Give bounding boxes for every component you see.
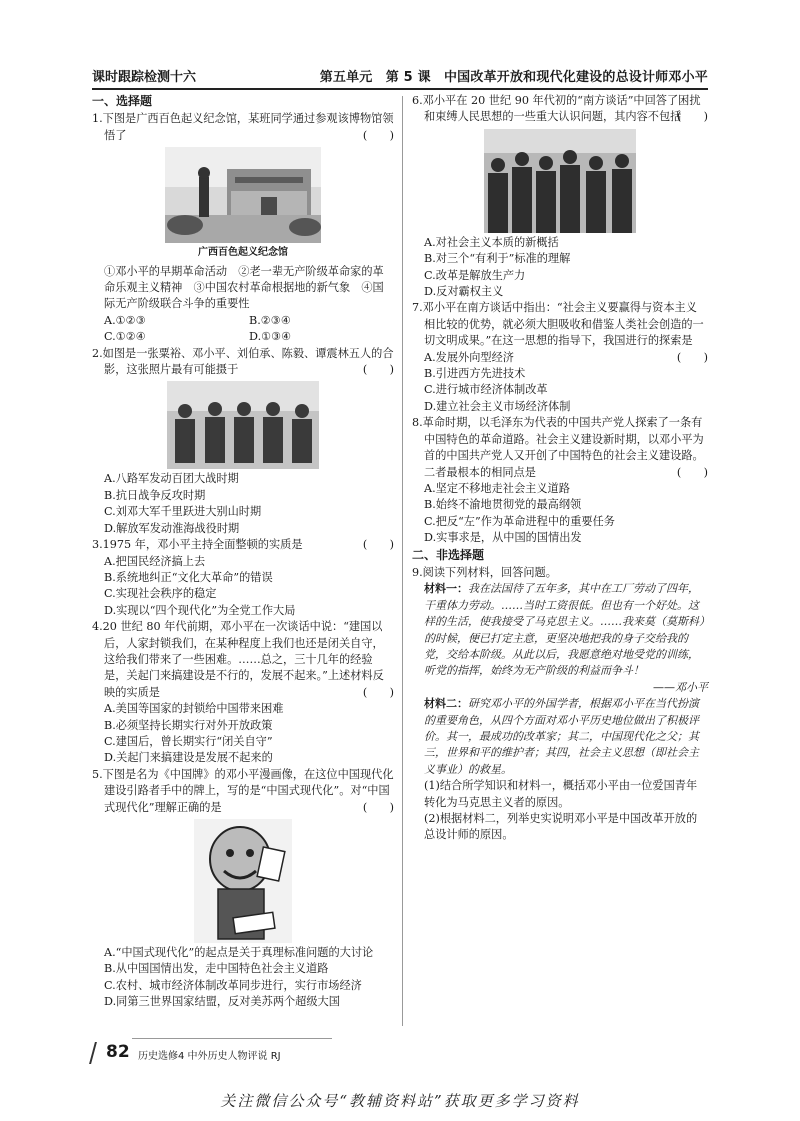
option-d[interactable]: D.建立社会主义市场经济体制 (424, 399, 571, 413)
option-d[interactable]: D.实现以“四个现代化”为全党工作大局 (104, 603, 296, 617)
material-two-text: 研究邓小平的外国学者，根据邓小平在当代扮演的重要角色，从四个方面对邓小平历史地位做出了积极评价。其一，最成功的改革家；其二，中国现代化之父；其三，世界和平的维护者；其四，社会主义思想（即社会主义事业）的救星。 (424, 697, 699, 776)
option-c[interactable]: C.实现社会秩序的稳定 (104, 587, 217, 601)
question-stem: 8.革命时期，以毛泽东为代表的中国共产党人探索了一条有中国特色的革命道路。社会主义建设新时期，以邓小平为首的中国共产党人又开创了中国特色的社会主义建设路。二者最根本的相同点是 (412, 416, 704, 479)
question-7 (412, 300, 708, 415)
question-2 (92, 346, 394, 537)
question-1 (92, 111, 394, 345)
material-one (412, 581, 708, 679)
right-column (412, 93, 708, 844)
answer-blank: ( ) (362, 538, 394, 552)
option-c[interactable]: C.把反“左”作为革命进程中的重要任务 (424, 514, 615, 528)
option-c[interactable]: C.刘邓大军千里跃进大别山时期 (104, 505, 262, 519)
section-title-nonchoice: 二、非选择题 (412, 547, 485, 562)
option-d[interactable]: D.①③④ (249, 330, 292, 344)
option-b[interactable]: B.必须坚持长期实行对外开放政策 (104, 718, 273, 732)
footer-rule (132, 1038, 332, 1039)
option-d[interactable]: D.同第三世界国家结盟，反对美苏两个超级大国 (104, 995, 340, 1009)
sub-question-1: (1)结合所学知识和材料一，概括邓小平由一位爱国青年转化为马克思主义者的原因。 (424, 779, 698, 809)
option-c[interactable]: C.农村、城市经济体制改革同步进行，实行市场经济 (104, 978, 362, 992)
group-photo-graphic (167, 381, 319, 469)
option-a[interactable]: A.把国民经济搞上去 (104, 554, 206, 568)
option-b[interactable]: B.②③④ (249, 313, 291, 327)
crowd-photo (484, 129, 636, 233)
crowd-photo-graphic (484, 129, 636, 233)
question-3 (92, 537, 394, 619)
option-c[interactable]: C.进行城市经济体制改革 (424, 383, 548, 397)
option-b[interactable]: B.引进西方先进技术 (424, 367, 526, 381)
book-title: 历史选修4 中外历史人物评说 RJ (138, 1051, 281, 1062)
option-b[interactable]: B.始终不渝地贯彻党的最高纲领 (424, 498, 582, 512)
answer-blank: ( ) (676, 465, 708, 479)
option-c[interactable]: C.建国后，曾长期实行“闭关自守” (104, 734, 273, 748)
option-a[interactable]: A.发展外向型经济 (424, 350, 514, 364)
section-title-choice: 一、选择题 (92, 94, 153, 108)
option-c[interactable]: C.改革是解放生产力 (424, 268, 526, 282)
cartoon-graphic (194, 819, 292, 943)
option-b[interactable]: B.系统地纠正“文化大革命”的错误 (104, 570, 273, 584)
answer-blank: ( ) (362, 363, 394, 377)
question-stem: 3.1975 年，邓小平主持全面整顿的实质是 (92, 538, 303, 552)
question-stem: 9.阅读下列材料，回答问题。 (412, 565, 557, 579)
option-a[interactable]: A.美国等国家的封锁给中国带来困难 (104, 702, 284, 716)
question-stem: 6.邓小平在 20 世纪 90 年代初的“南方谈话”中回答了困扰和束缚人民思想的一些重大认识问题，其内容不包括 (412, 94, 701, 124)
option-d[interactable]: D.实事求是，从中国的国情出发 (424, 531, 582, 545)
question-4 (92, 619, 394, 767)
question-stem: 2.如图是一张粟裕、邓小平、刘伯承、陈毅、谭震林五人的合影，这张照片最有可能摄于 (92, 346, 394, 377)
memorial-photo-caption: 广西百色起义纪念馆 (198, 247, 288, 259)
material-two-label: 材料二： (424, 697, 468, 711)
memorial-photo-graphic (165, 147, 321, 243)
option-list (92, 313, 394, 346)
option-b[interactable]: B.抗日战争反攻时期 (104, 488, 206, 502)
answer-blank: ( ) (362, 685, 394, 699)
option-b[interactable]: B.对三个“有利于”标准的理解 (424, 252, 571, 266)
option-a[interactable]: A.“中国式现代化”的起点是关于真理标准问题的大讨论 (104, 946, 374, 959)
question-items: ①邓小平的早期革命活动 ②老一辈无产阶级革命家的革命乐观主义精神 ③中国农村革命根据地的新气象 ④国际无产阶级联合斗争的重要性 (104, 264, 384, 311)
option-c[interactable]: C.①②④ (104, 330, 146, 344)
material-two (412, 696, 708, 778)
question-stem: 5.下图是名为《中国牌》的邓小平漫画像，在这位中国现代化建设引路者手中的牌上，写的是“中国式现代化”。对“中国式现代化”理解正确的是 (92, 767, 394, 814)
sub-question-2: (2)根据材料二，列举史实说明邓小平是中国改革开放的总设计师的原因。 (424, 812, 698, 842)
answer-blank: ( ) (362, 128, 394, 142)
page-header (92, 64, 708, 86)
cartoon-image (194, 819, 292, 943)
question-stem: 4.20 世纪 80 年代前期，邓小平在一次谈话中说：“建国以后，人家封锁我们，在某种程度上我们也还是闭关自守，这给我们带来了一些困难。……总之，三十几年的经验是，关起门来搞建设是不行的，发展不起来。”上述材料反映的实质是 (92, 620, 384, 699)
left-column (92, 93, 394, 1011)
group-photo (167, 381, 319, 469)
option-b[interactable]: B.从中国国情出发，走中国特色社会主义道路 (104, 962, 329, 976)
option-d[interactable]: D.反对霸权主义 (424, 285, 504, 299)
footer-slash (89, 1042, 97, 1064)
question-8 (412, 415, 708, 546)
option-a[interactable]: A.坚定不移地走社会主义道路 (424, 481, 570, 495)
material-one-label: 材料一： (424, 582, 468, 596)
option-d[interactable]: D.解放军发动淮海战役时期 (104, 521, 240, 535)
header-left-title: 课时跟踪检测十六 (92, 70, 197, 85)
question-5 (92, 767, 394, 1011)
option-a[interactable]: A.八路军发动百团大战时期 (104, 472, 239, 486)
header-rule (92, 88, 708, 90)
option-d[interactable]: D.关起门来搞建设是发展不起来的 (104, 751, 273, 765)
option-a[interactable]: A.对社会主义本质的新概括 (424, 235, 559, 249)
question-stem: 1.下图是广西百色起义纪念馆，某班同学通过参观该博物馆领悟了 (92, 112, 394, 142)
memorial-photo (165, 147, 321, 243)
answer-blank: ( ) (676, 110, 708, 124)
column-divider (402, 96, 403, 1026)
material-one-text: 我在法国待了五年多，其中在工厂劳动了四年，干重体力劳动。……当时工资很低。但也有一个好处。这样的生活，使我接受了马克思主义。……我来莫（莫斯科）的时候，便已打定主意，更坚决地把我的身子交给我的党，交给本阶级。从此以后，我愿意绝对地受党的训练，听党的指挥，始终为无产阶级的利益而争斗！ (424, 582, 705, 678)
promo-text: 关注微信公众号“教辅资料站”获取更多学习资料 (220, 1092, 580, 1110)
material-one-signature: ——邓小平 (653, 680, 708, 694)
answer-blank: ( ) (362, 800, 394, 814)
header-right-title: 第五单元 第 5 课 中国改革开放和现代化建设的总设计师邓小平 (319, 70, 708, 85)
answer-blank: ( ) (676, 350, 708, 364)
question-6 (412, 93, 708, 300)
question-9 (412, 565, 708, 844)
option-a[interactable]: A.①②③ (104, 313, 146, 327)
question-stem: 7.邓小平在南方谈话中指出：“社会主义要赢得与资本主义相比较的优势，就必须大胆吸收和借鉴人类社会创造的一切文明成果。”在这一思想的指导下，我国进行的探索是 (412, 301, 704, 348)
page-number: 82 (106, 1042, 130, 1062)
